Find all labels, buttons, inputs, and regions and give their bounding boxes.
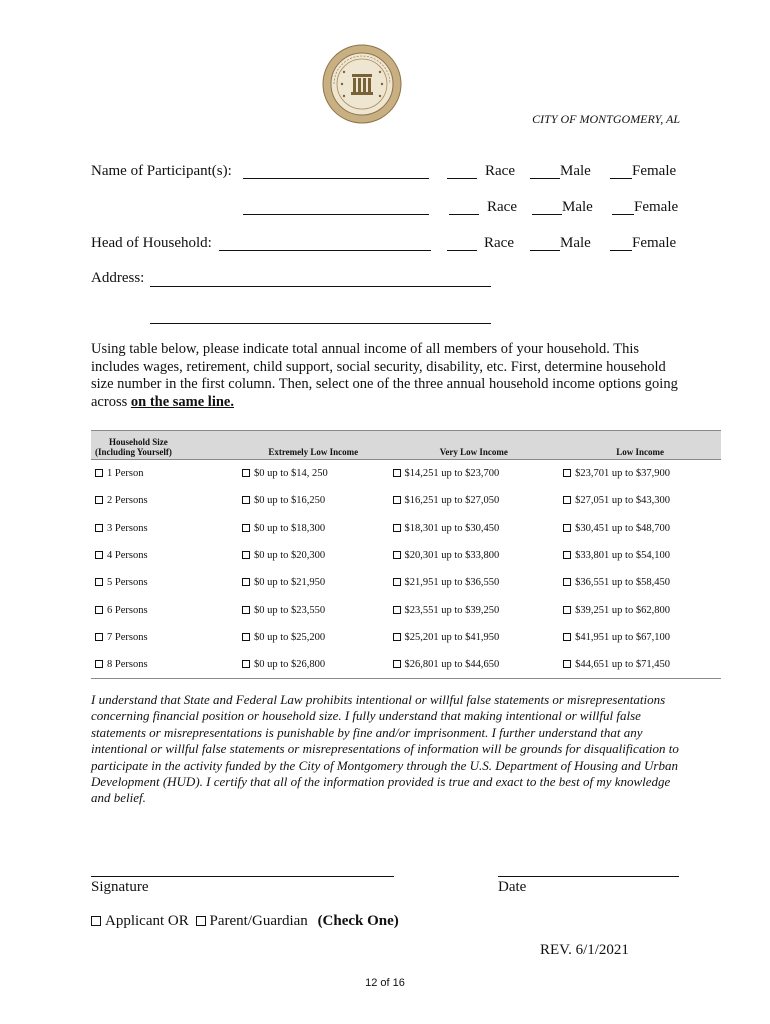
income-table xyxy=(91,430,721,679)
head-of-household-field[interactable] xyxy=(219,238,431,251)
cell-label: $0 up to $26,800 xyxy=(253,659,326,671)
household-size-cell xyxy=(91,596,238,623)
signer-type xyxy=(91,913,399,930)
legal-statement: I understand that State and Federal Law prohibits intentional or willful false statements or misrepresentations concerning financial position or household size. I fully understand that making intentional or willful false statements or misrepresentations is punishable by fine and/or imprisonment. I further understand that any intentional or willful false statements or misrepresentations of information will be grounds for disqualification to participate in the activity funded by the City of Montgomery through the U.S. Department of Housing and Urban Development (HUD). I certify that all of the information provided is true and exact to the best of my knowledge and belief. xyxy=(91,692,679,806)
income-option-checkbox[interactable] xyxy=(393,524,401,532)
male-field-2[interactable] xyxy=(532,202,562,215)
participant-name-field-1[interactable] xyxy=(243,166,429,179)
female-field-3[interactable] xyxy=(610,238,632,251)
income-option-checkbox[interactable] xyxy=(242,660,250,668)
income-option-cell xyxy=(559,487,721,514)
cell-label: $18,301 up to $30,450 xyxy=(404,522,500,534)
address-field-2[interactable] xyxy=(150,311,491,324)
address-label: Address: xyxy=(91,270,145,286)
income-option-cell xyxy=(559,651,721,679)
female-label: Female xyxy=(632,235,677,251)
cell-label: $25,201 up to $41,950 xyxy=(404,631,500,643)
income-option-checkbox[interactable] xyxy=(242,469,250,477)
cell-label: 7 Persons xyxy=(107,631,148,643)
instructions-emphasis: on the same line. xyxy=(130,393,234,410)
cell-label: $0 up to $14, 250 xyxy=(253,468,328,480)
household-size-cell xyxy=(91,460,238,488)
income-option-checkbox[interactable] xyxy=(242,578,250,586)
cell-label: $16,251 up to $27,050 xyxy=(404,495,500,507)
income-option-checkbox[interactable] xyxy=(563,551,571,559)
cell-label: $0 up to $16,250 xyxy=(253,495,326,507)
cell-label: $0 up to $18,300 xyxy=(253,522,326,534)
cell-label: $0 up to $23,550 xyxy=(253,604,326,616)
household-size-cell xyxy=(91,487,238,514)
income-instructions xyxy=(91,341,681,411)
household-size-checkbox[interactable] xyxy=(95,496,103,504)
income-option-checkbox[interactable] xyxy=(242,633,250,641)
income-option-cell xyxy=(238,460,389,488)
cell-label: $23,551 up to $39,250 xyxy=(404,604,500,616)
income-option-cell xyxy=(559,515,721,542)
date-label: Date xyxy=(498,879,527,895)
cell-label: 2 Persons xyxy=(107,495,148,507)
revision-date: REV. 6/1/2021 xyxy=(540,942,629,958)
race-label: Race xyxy=(484,235,514,251)
cell-label: 5 Persons xyxy=(107,577,148,589)
household-size-checkbox[interactable] xyxy=(95,606,103,614)
household-size-cell xyxy=(91,651,238,679)
female-field-1[interactable] xyxy=(610,166,632,179)
cell-label: $26,801 up to $44,650 xyxy=(404,659,500,671)
male-field-3[interactable] xyxy=(530,238,560,251)
city-seal xyxy=(322,44,402,124)
header-low: Low Income xyxy=(559,431,721,460)
income-option-checkbox[interactable] xyxy=(242,524,250,532)
table-row xyxy=(91,624,721,651)
cell-label: 3 Persons xyxy=(107,522,148,534)
income-option-cell xyxy=(559,542,721,569)
cell-label: $14,251 up to $23,700 xyxy=(404,468,500,480)
table-row xyxy=(91,569,721,596)
income-option-cell xyxy=(389,460,560,488)
income-option-cell xyxy=(238,542,389,569)
cell-label: $21,951 up to $36,550 xyxy=(404,577,500,589)
female-label: Female xyxy=(634,199,679,215)
female-field-2[interactable] xyxy=(612,202,634,215)
income-option-checkbox[interactable] xyxy=(563,496,571,504)
income-option-cell xyxy=(389,651,560,679)
cell-label: 4 Persons xyxy=(107,550,148,562)
table-row xyxy=(91,542,721,569)
table-header-row xyxy=(91,431,721,460)
signature-label: Signature xyxy=(91,879,149,895)
cell-label: $0 up to $21,950 xyxy=(253,577,326,589)
head-of-household-label: Head of Household: xyxy=(91,235,212,251)
cell-label: 8 Persons xyxy=(107,659,148,671)
income-option-checkbox[interactable] xyxy=(393,496,401,504)
income-option-checkbox[interactable] xyxy=(242,606,250,614)
race-label: Race xyxy=(487,199,517,215)
instructions-text: Using table below, please indicate total annual income of all members of your household. This includes wages, retirement, child support, social security, disability, etc. First, determine household size number in the first column. Then, select one of the three annual household income options going across xyxy=(91,341,678,410)
income-option-cell xyxy=(238,487,389,514)
income-option-cell xyxy=(389,542,560,569)
cell-label: $0 up to $20,300 xyxy=(253,550,326,562)
income-option-cell xyxy=(389,569,560,596)
applicant-checkbox[interactable] xyxy=(91,916,101,926)
income-option-checkbox[interactable] xyxy=(563,606,571,614)
header-extremely-low: Extremely Low Income xyxy=(238,431,389,460)
income-option-cell xyxy=(389,515,560,542)
table-row xyxy=(91,651,721,679)
signature-line[interactable] xyxy=(91,876,394,877)
household-size-cell xyxy=(91,542,238,569)
date-line[interactable] xyxy=(498,876,679,877)
guardian-label: Parent/Guardian xyxy=(209,913,308,929)
household-size-cell xyxy=(91,569,238,596)
income-option-cell xyxy=(559,569,721,596)
page-number: 12 of 16 xyxy=(365,977,405,989)
cell-label: $0 up to $25,200 xyxy=(253,631,326,643)
income-option-cell xyxy=(559,460,721,488)
income-option-checkbox[interactable] xyxy=(393,633,401,641)
table-row xyxy=(91,460,721,488)
household-size-checkbox[interactable] xyxy=(95,660,103,668)
income-option-checkbox[interactable] xyxy=(393,606,401,614)
cell-label: $41,951 up to $67,100 xyxy=(575,631,670,643)
income-option-cell xyxy=(238,515,389,542)
income-option-cell xyxy=(238,569,389,596)
income-option-cell xyxy=(389,487,560,514)
race-field-3[interactable] xyxy=(447,238,477,251)
income-option-cell xyxy=(389,596,560,623)
income-option-checkbox[interactable] xyxy=(563,633,571,641)
race-field-2[interactable] xyxy=(449,202,479,215)
household-size-checkbox[interactable] xyxy=(95,633,103,641)
income-option-cell xyxy=(559,624,721,651)
cell-label: $27,051 up to $43,300 xyxy=(575,495,670,507)
household-size-cell xyxy=(91,515,238,542)
income-option-cell xyxy=(238,624,389,651)
address-field-1[interactable] xyxy=(150,274,491,287)
household-size-checkbox[interactable] xyxy=(95,469,103,477)
table-row xyxy=(91,596,721,623)
income-option-cell xyxy=(389,624,560,651)
city-name: CITY OF MONTGOMERY, AL xyxy=(532,112,680,126)
cell-label: $33,801 up to $54,100 xyxy=(575,550,670,562)
cell-label: $36,551 up to $58,450 xyxy=(575,577,670,589)
table-row xyxy=(91,487,721,514)
income-option-checkbox[interactable] xyxy=(393,551,401,559)
household-size-cell xyxy=(91,624,238,651)
income-option-checkbox[interactable] xyxy=(393,469,401,477)
female-label: Female xyxy=(632,163,677,179)
income-option-checkbox[interactable] xyxy=(563,578,571,586)
income-option-cell xyxy=(238,596,389,623)
race-label: Race xyxy=(485,163,515,179)
cell-label: 6 Persons xyxy=(107,604,148,616)
income-option-checkbox[interactable] xyxy=(393,660,401,668)
cell-label: $44,651 up to $71,450 xyxy=(575,659,670,671)
participant-name-field-2[interactable] xyxy=(243,202,429,215)
male-label: Male xyxy=(562,199,593,215)
race-field-1[interactable] xyxy=(447,166,477,179)
participant-label: Name of Participant(s): xyxy=(91,163,232,179)
income-option-checkbox[interactable] xyxy=(563,524,571,532)
table-row xyxy=(91,515,721,542)
applicant-label: Applicant OR xyxy=(105,913,189,929)
cell-label: $20,301 up to $33,800 xyxy=(404,550,500,562)
cell-label: $23,701 up to $37,900 xyxy=(575,468,670,480)
header-very-low: Very Low Income xyxy=(389,431,560,460)
cell-label: $39,251 up to $62,800 xyxy=(575,604,670,616)
cell-label: 1 Person xyxy=(107,468,144,480)
income-option-checkbox[interactable] xyxy=(242,496,250,504)
income-option-checkbox[interactable] xyxy=(242,551,250,559)
cell-label: $30,451 up to $48,700 xyxy=(575,522,670,534)
income-option-checkbox[interactable] xyxy=(563,469,571,477)
income-option-checkbox[interactable] xyxy=(563,660,571,668)
income-option-cell xyxy=(238,651,389,679)
male-field-1[interactable] xyxy=(530,166,560,179)
check-one-note: (Check One) xyxy=(317,913,399,929)
income-option-checkbox[interactable] xyxy=(393,578,401,586)
header-household-size: Household Size (Including Yourself) xyxy=(91,431,238,460)
household-size-checkbox[interactable] xyxy=(95,551,103,559)
male-label: Male xyxy=(560,235,591,251)
male-label: Male xyxy=(560,163,591,179)
household-size-checkbox[interactable] xyxy=(95,578,103,586)
guardian-checkbox[interactable] xyxy=(196,916,206,926)
income-option-cell xyxy=(559,596,721,623)
household-size-checkbox[interactable] xyxy=(95,524,103,532)
